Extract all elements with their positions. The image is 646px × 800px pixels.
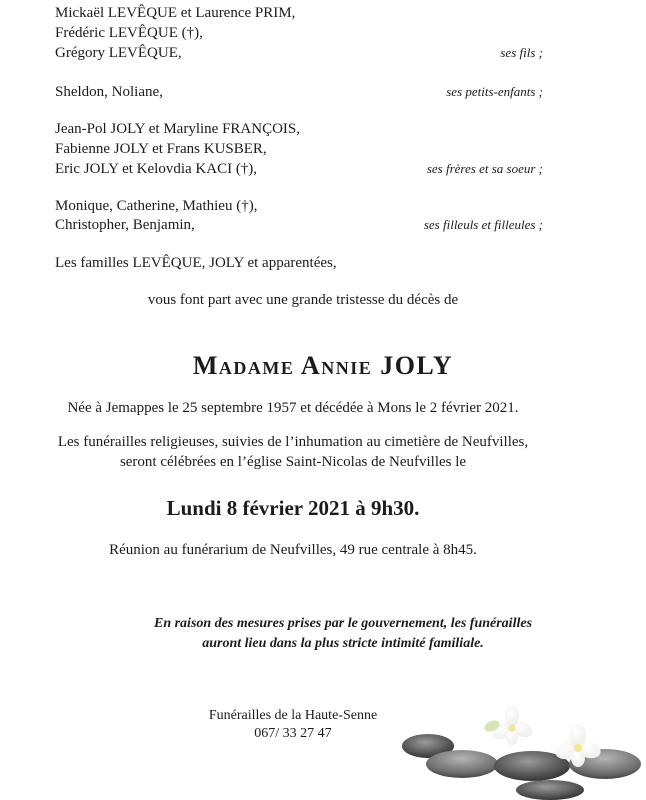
stone-shape <box>426 750 498 778</box>
family-line: Jean-Pol JOLY et Maryline FRANÇOIS, <box>55 121 301 137</box>
relation-label: ses petits-enfants ; <box>446 84 543 99</box>
family-line: Eric JOLY et Kelovdia KACI (†), <box>55 161 258 177</box>
family-line: Mickaël LEVÊQUE et Laurence PRIM, <box>55 5 296 21</box>
stone-shape <box>516 780 584 800</box>
family-line: Grégory LEVÊQUE, <box>55 45 182 61</box>
birth-death: Née à Jemappes le 25 septembre 1957 et décédée à Mons le 2 février 2021. <box>67 400 519 416</box>
relation-label: ses fils ; <box>500 45 543 60</box>
meeting-info: Réunion au funérarium de Neufvilles, 49 rue centrale à 8h45. <box>109 542 477 558</box>
funeral-text-line: seront célébrées en l’église Saint-Nicolas de Neufvilles le <box>119 454 467 470</box>
undertaker-phone: 067/ 33 27 47 <box>254 726 332 741</box>
covid-notice-line: En raison des mesures prises par le gouvernement, les funérailles <box>153 616 533 631</box>
family-line: Frédéric LEVÊQUE (†), <box>55 25 203 41</box>
stones-orchid-decoration <box>400 706 646 800</box>
covid-notice-line: auront lieu dans la plus stricte intimité familiale. <box>202 636 484 651</box>
family-line: Christopher, Benjamin, <box>55 217 195 233</box>
relation-label: ses frères et sa soeur ; <box>426 161 543 176</box>
family-line: Monique, Catherine, Mathieu (†), <box>55 198 258 214</box>
relation-label: ses filleuls et filleules ; <box>423 217 543 232</box>
funeral-text-line: Les funérailles religieuses, suivies de l’inhumation au cimetière de Neufvilles, <box>57 434 529 450</box>
family-line: Les familles LEVÊQUE, JOLY et apparentées, <box>55 255 337 271</box>
family-line: Sheldon, Noliane, <box>55 84 163 100</box>
funeral-date: Lundi 8 février 2021 à 9h30. <box>166 496 420 520</box>
family-line: Fabienne JOLY et Frans KUSBER, <box>55 141 267 157</box>
deceased-name: Madame Annie JOLY <box>192 351 454 380</box>
announcement: vous font part avec une grande tristesse du décès de <box>147 292 459 308</box>
undertaker-name: Funérailles de la Haute-Senne <box>208 708 378 723</box>
